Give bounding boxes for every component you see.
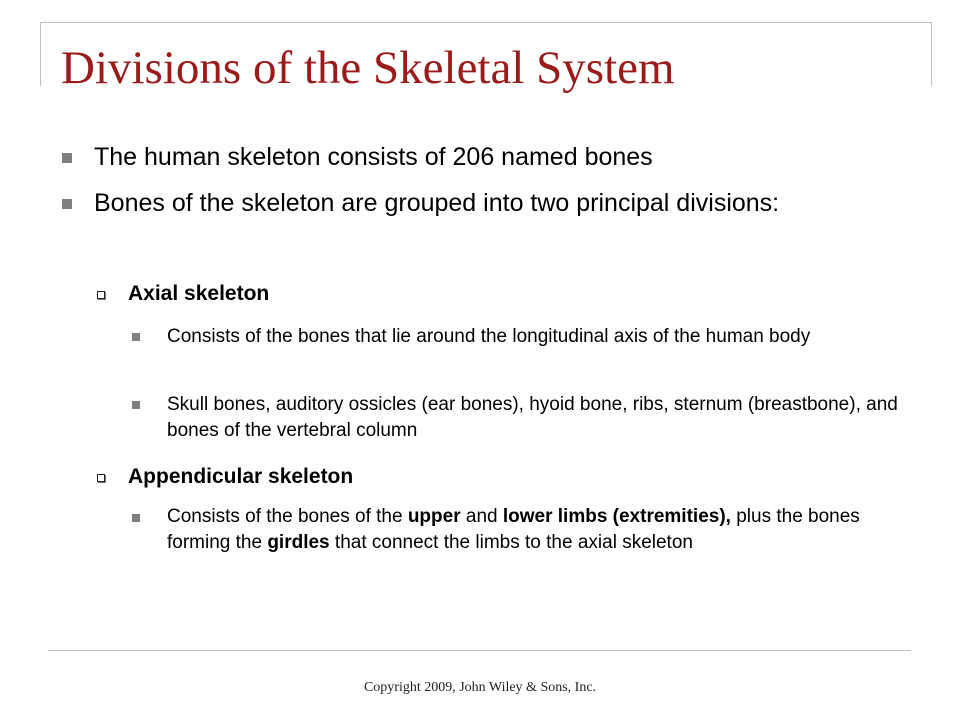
hollow-square-bullet-icon: [97, 291, 105, 299]
axial-point-longitudinal: Consists of the bones that lie around the longitudinal axis of the human body: [167, 326, 811, 347]
square-bullet-icon: [132, 514, 140, 522]
text-run: Consists of the bones of the: [167, 506, 408, 527]
bullet-skeleton-count: The human skeleton consists of 206 named bones: [94, 143, 653, 171]
appendicular-skeleton-heading: Appendicular skeleton: [128, 465, 354, 488]
text-run: plus the bones forming the: [167, 506, 860, 553]
square-bullet-icon: [132, 333, 140, 341]
slide-title: Divisions of the Skeletal System: [61, 42, 675, 94]
square-bullet-icon: [62, 199, 72, 209]
emphasis-girdles: girdles: [267, 532, 330, 553]
axial-skeleton-heading: Axial skeleton: [128, 282, 270, 305]
bullet-two-divisions: Bones of the skeleton are grouped into two principal divisions:: [94, 189, 780, 217]
title-frame-top-rule: [40, 22, 931, 23]
footer-rule: [48, 650, 911, 651]
axial-point-bones-list: Skull bones, auditory ossicles (ear bones), hyoid bone, ribs, sternum (breastbone), and bones of the vertebral column: [167, 394, 898, 441]
title-frame-left-rule: [40, 22, 41, 86]
text-run: that connect the limbs to the axial skeleton: [329, 532, 693, 553]
square-bullet-icon: [62, 153, 72, 163]
text-run: and: [460, 506, 503, 527]
emphasis-upper: upper: [407, 506, 461, 527]
appendicular-point-limbs: [167, 504, 912, 556]
emphasis-lower-limbs: lower limbs (extremities),: [502, 506, 731, 527]
hollow-square-bullet-icon: [97, 474, 105, 482]
copyright-footer: Copyright 2009, John Wiley & Sons, Inc.: [363, 680, 597, 695]
square-bullet-icon: [132, 401, 140, 409]
title-frame-right-rule: [931, 22, 932, 86]
